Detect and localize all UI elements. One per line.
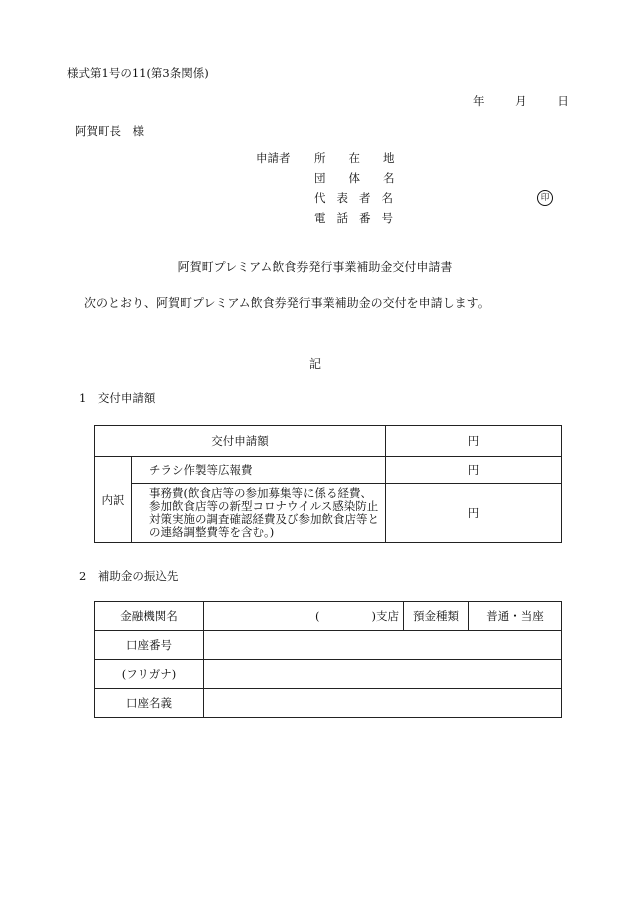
table-row [95, 426, 562, 457]
form-number: 様式第1号の11(第3条関係) [67, 66, 209, 80]
office-cost-amount-field[interactable]: 円 [386, 484, 562, 543]
account-holder-field[interactable] [204, 689, 562, 718]
account-type-options[interactable]: 普通・当座 [469, 602, 562, 631]
bank-name-label: 金融機関名 [95, 602, 204, 631]
account-number-field[interactable] [204, 631, 562, 660]
applicant-organization-label: 団 体 名 [314, 171, 395, 185]
section2-heading: 2 補助金の振込先 [79, 569, 179, 583]
date-line [473, 96, 569, 108]
applicant-representative-label: 代 表 者 名 [314, 191, 393, 205]
addressee: 阿賀町長 様 [75, 124, 144, 138]
furigana-label: (フリガナ) [95, 660, 204, 689]
office-cost-label: 事務費(飲食店等の参加募集等に係る経費、参加飲食店等の新型コロナウイルス感染防止対策実施の調査確認経費及び参加飲食店等との連絡調整費等を含む。) [132, 484, 386, 543]
intro-text: 次のとおり、阿賀町プレミアム飲食券発行事業補助金の交付を申請します。 [84, 296, 490, 310]
bank-transfer-table [94, 601, 562, 718]
date-day: 日 [557, 94, 569, 108]
furigana-field[interactable] [204, 660, 562, 689]
applicant-address-label: 所 在 地 [314, 151, 395, 165]
table-row [95, 484, 562, 543]
account-holder-label: 口座名義 [95, 689, 204, 718]
breakdown-label: 内訳 [95, 457, 132, 543]
grant-amount-table [94, 425, 562, 543]
ki-mark: 記 [308, 357, 321, 371]
table-row [95, 457, 562, 484]
section1-heading: 1 交付申請額 [79, 391, 156, 405]
flyer-cost-amount-field[interactable]: 円 [386, 457, 562, 484]
document-title: 阿賀町プレミアム飲食券発行事業補助金交付申請書 [177, 260, 453, 274]
date-year: 年 [473, 94, 485, 108]
branch-paren-open: ( [315, 609, 320, 623]
account-type-label: 預金種類 [404, 602, 469, 631]
flyer-cost-label: チラシ作製等広報費 [132, 457, 386, 484]
applicant-label: 申請者 [256, 151, 291, 165]
applicant-phone-label: 電 話 番 号 [314, 211, 393, 225]
branch-suffix: )支店 [371, 609, 399, 623]
table-row [95, 631, 562, 660]
grant-total-amount-field[interactable]: 円 [386, 426, 562, 457]
table-row [95, 660, 562, 689]
date-month: 月 [515, 94, 527, 108]
table-row [95, 689, 562, 718]
bank-branch-field[interactable] [204, 602, 404, 631]
table-row [95, 602, 562, 631]
seal-mark: 印 [537, 190, 553, 206]
account-number-label: 口座番号 [95, 631, 204, 660]
grant-total-label: 交付申請額 [95, 426, 386, 457]
